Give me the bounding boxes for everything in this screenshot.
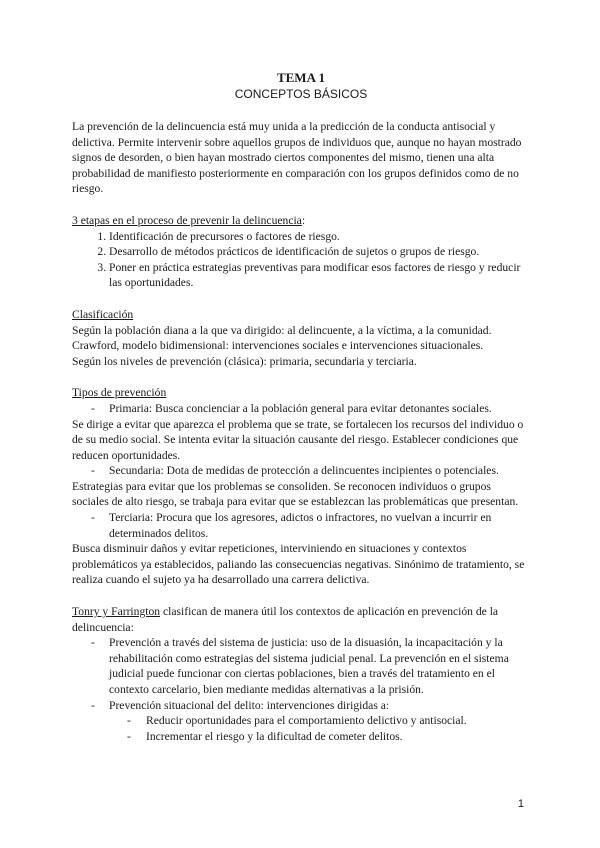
dash-bullet: - — [91, 401, 95, 415]
page-number: 1 — [517, 798, 524, 810]
page-subtitle: CONCEPTOS BÁSICOS — [234, 87, 368, 101]
dash-bullet: - — [127, 729, 131, 743]
tipos-terciaria-list — [72, 510, 530, 541]
intro-paragraph: La prevención de la delincuencia está muy unida a la predicción de la conducta antisocial y delictiva. Permite intervenir sobre aquellos grupos de individuos que, aunque no hayan mostrado signos de desorden, o bien hayan mostrado ciertos componentes del mismo, tienen una alta probabilidad de manifiesto posteriormente en comparación con los grupos definidos como de no riesgo. — [72, 120, 522, 196]
dash-bullet: - — [91, 464, 95, 478]
page-title: TEMA 1 — [276, 70, 326, 85]
list-item: 1. Identificación de precursores o factores de riesgo. — [109, 229, 530, 245]
dash-bullet: - — [91, 698, 95, 712]
tipos-heading — [72, 385, 530, 401]
tonry-item-justicia: Prevención a través del sistema de justicia: uso de la disuasión, la incapacitación y la rehabilitación como estrategias del sistema judicial penal. La prevención en el sistema judicial puede funcionar con ciertas poblaciones, bien a través del tratamiento en el contexto carcelario, bien mediante medidas alternativas a la prisión. — [109, 636, 509, 696]
tonry-subitem: Incrementar el riesgo y la dificultad de cometer delitos. — [146, 729, 403, 743]
terciaria-paragraph: Busca disminuir daños y evitar repeticiones, interviniendo en situaciones y contextos problemáticos ya establecidos, paliando las consecuencias negativas. Sinónimo de tratamiento, se realiza cuando el sujeto ya ha desarrollado una carrera delictiva. — [72, 542, 525, 587]
secundaria-item: Secundaria: Dota de medidas de protección a delincuentes incipientes o potenciales. — [109, 464, 499, 478]
etapas-list — [72, 229, 530, 291]
list-item — [72, 401, 530, 417]
etapas-heading-colon: : — [301, 213, 306, 227]
tonry-sublist — [72, 713, 530, 744]
list-item: 2. Desarrollo de métodos prácticos de identificación de sujetos o grupos de riesgo. — [109, 244, 530, 260]
tipos-heading-text: Tipos de prevención — [72, 386, 167, 400]
tonry-paragraph — [72, 604, 530, 635]
clasificacion-heading — [72, 307, 530, 323]
tonry-item-situacional: Prevención situacional del delito: intervenciones dirigidas a: — [109, 698, 390, 712]
document-page — [72, 70, 530, 744]
list-item — [72, 729, 530, 745]
tipos-secundaria-list — [72, 463, 530, 479]
list-item — [72, 713, 530, 729]
secundaria-paragraph: Estrategias para evitar que los problemas se consoliden. Se reconocen individuos o grupos sociales de alto riesgo, se trabaja para evitar que se establezcan las problemáticas que presentan. — [72, 479, 519, 509]
clasificacion-heading-text: Clasificación — [72, 307, 134, 321]
tonry-subitem: Reducir oportunidades para el comportamiento delictivo y antisocial. — [146, 714, 467, 728]
tipos-primaria-list — [72, 401, 530, 417]
list-item — [72, 510, 530, 541]
tonry-list — [72, 635, 530, 713]
etapas-heading — [72, 213, 530, 229]
terciaria-item: Terciaria: Procura que los agresores, adictos o infractores, no vuelvan a incurrir en determinados delitos. — [109, 511, 492, 540]
list-item: 3. Poner en práctica estrategias preventivas para modificar esos factores de riesgo y reducir las oportunidades. — [109, 260, 530, 291]
tonry-authors: Tonry y Farrington — [72, 605, 161, 619]
clasificacion-line: Crawford, modelo bidimensional: intervenciones sociales e intervenciones situacionales. — [72, 339, 484, 353]
clasificacion-line: Según la población diana a la que va dirigido: al delincuente, a la víctima, a la comunidad. — [72, 323, 492, 337]
dash-bullet: - — [91, 511, 95, 525]
primaria-paragraph: Se dirige a evitar que aparezca el problema que se trate, se fortalecen los recursos del individuo o de su medio social. Se intenta evitar la situación causante del riesgo. Establecer condiciones que reducen oportunidades. — [72, 417, 524, 462]
clasificacion-line: Según los niveles de prevención (clásica): primaria, secundaria y terciaria. — [72, 354, 417, 368]
list-item — [72, 635, 530, 697]
etapas-heading-text: 3 etapas en el proceso de prevenir la delincuencia — [72, 213, 302, 227]
tonry-intro: clasifican de manera útil los contextos de aplicación en prevención de la delincuencia: — [72, 605, 499, 634]
dash-bullet: - — [91, 636, 95, 650]
dash-bullet: - — [127, 714, 131, 728]
primaria-item: Primaria: Busca concienciar a la población general para evitar detonantes sociales. — [109, 401, 492, 415]
list-item — [72, 463, 530, 479]
list-item — [72, 698, 530, 714]
